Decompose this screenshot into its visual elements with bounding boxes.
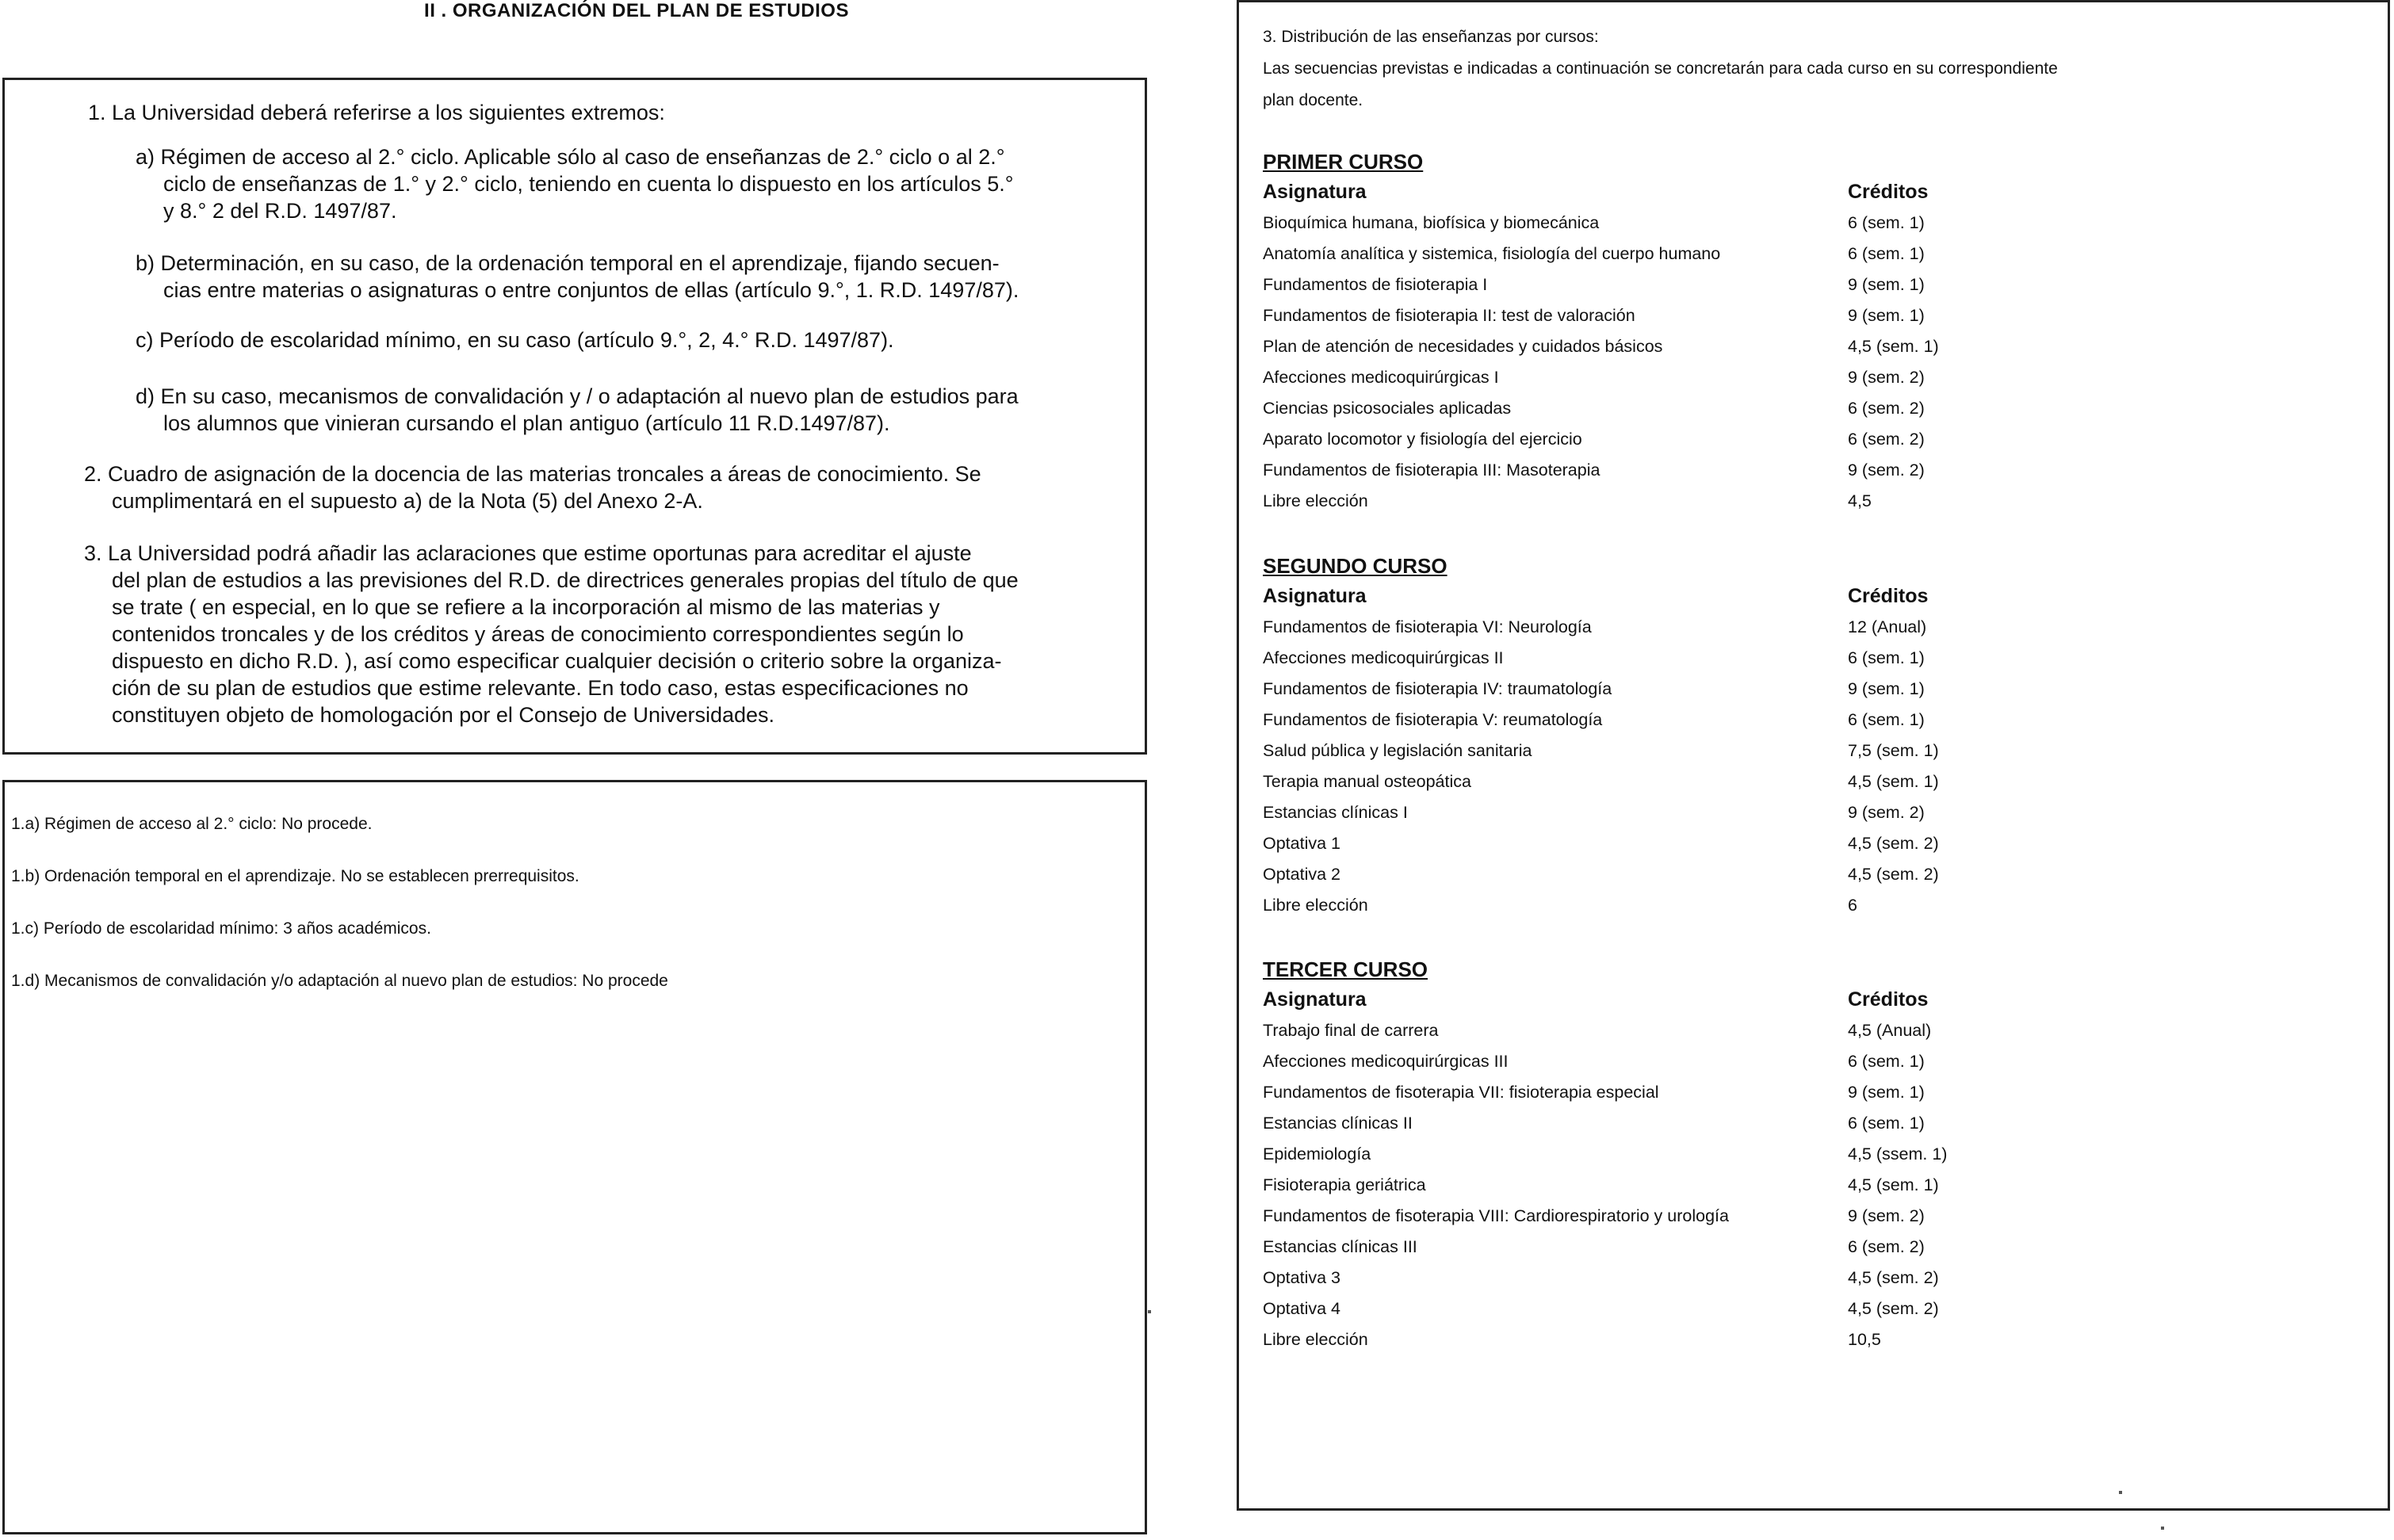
answer-1a: 1.a) Régimen de acceso al 2.° ciclo: No procede. xyxy=(11,815,373,833)
header-credits: Créditos xyxy=(1848,181,1929,203)
table-row xyxy=(1263,797,2056,828)
subject-name: Bioquímica humana, biofísica y biomecánica xyxy=(1263,213,1600,232)
subject-name: Afecciones medicoquirúrgicas I xyxy=(1263,368,1499,387)
credits-value: 6 (sem. 1) xyxy=(1848,710,1925,729)
credits-value: 4,5 (sem. 2) xyxy=(1848,865,1939,884)
answer-1d: 1.d) Mecanismos de convalidación y/o adaptación al nuevo plan de estudios: No procede xyxy=(11,972,668,990)
subject-name: Plan de atención de necesidades y cuidados básicos xyxy=(1263,337,1663,356)
table-row xyxy=(1263,1294,2056,1324)
table-row xyxy=(1263,1263,2056,1294)
subject-name: Fundamentos de fisioterapia VI: Neurología xyxy=(1263,617,1592,636)
credits-value: 6 xyxy=(1848,896,1857,915)
table-row xyxy=(1263,1170,2056,1201)
subject-name: Fundamentos de fisioterapia IV: traumatología xyxy=(1263,679,1612,698)
subject-name: Fisioterapia geriátrica xyxy=(1263,1175,1426,1194)
table-row xyxy=(1263,424,2056,455)
credits-value: 6 (sem. 1) xyxy=(1848,1052,1925,1071)
item-3-line-6: ción de su plan de estudios que estime relevante. En todo caso, estas especificaciones no xyxy=(112,676,969,700)
item-3-line-5: dispuesto en dicho R.D. ), así como especificar cualquier decisión o criterio sobre la organiza- xyxy=(112,649,1002,673)
credits-value: 10,5 xyxy=(1848,1330,1881,1349)
credits-value: 4,5 xyxy=(1848,491,1872,510)
item-3 xyxy=(84,540,1130,728)
header-subject: Asignatura xyxy=(1263,585,1367,607)
instructions-box xyxy=(2,78,1147,755)
subject-name: Afecciones medicoquirúrgicas II xyxy=(1263,648,1504,667)
sub-a-line-2: ciclo de enseñanzas de 1.° y 2.° ciclo, teniendo en cuenta lo dispuesto en los artículos 5.° xyxy=(163,172,1014,196)
subject-name: Fundamentos de fisoterapia VIII: Cardiorespiratorio y urología xyxy=(1263,1206,1729,1225)
table-row xyxy=(1263,766,2056,797)
subject-name: Afecciones medicoquirúrgicas III xyxy=(1263,1052,1509,1071)
subject-name: Fundamentos de fisioterapia III: Masoterapia xyxy=(1263,460,1600,480)
table-row xyxy=(1263,362,2056,393)
sub-item-b xyxy=(136,250,1019,304)
table-row xyxy=(1263,828,2056,859)
subject-name: Anatomía analítica y sistemica, fisiología del cuerpo humano xyxy=(1263,244,1721,263)
subject-name: Optativa 2 xyxy=(1263,865,1340,884)
table-row xyxy=(1263,1324,2056,1355)
course-title: PRIMER CURSO xyxy=(1263,150,1424,174)
credits-value: 4,5 (Anual) xyxy=(1848,1021,1932,1040)
table-row xyxy=(1263,269,2056,300)
sub-a-line-1: a) Régimen de acceso al 2.° ciclo. Aplicable sólo al caso de enseñanzas de 2.° ciclo o al 2.° xyxy=(136,145,1005,169)
table-row xyxy=(1263,455,2056,486)
subject-name: Libre elección xyxy=(1263,1330,1368,1349)
table-row xyxy=(1263,1201,2056,1232)
table-row xyxy=(1263,331,2056,362)
table-row xyxy=(1263,890,2056,921)
subject-name: Optativa 3 xyxy=(1263,1268,1340,1287)
subject-name: Libre elección xyxy=(1263,896,1368,915)
credits-value: 6 (sem. 2) xyxy=(1848,430,1925,449)
credits-value: 7,5 (sem. 1) xyxy=(1848,741,1939,760)
item-1: 1. La Universidad deberá referirse a los siguientes extremos: xyxy=(88,101,665,124)
item-3-line-4: contenidos troncales y de los créditos y áreas de conocimiento correspondientes según lo xyxy=(112,622,964,646)
subject-name: Terapia manual osteopática xyxy=(1263,772,1471,791)
course-section-3 xyxy=(1263,954,2056,1355)
intro-line-3: plan docente. xyxy=(1263,91,1363,109)
credits-value: 9 (sem. 2) xyxy=(1848,1206,1925,1225)
credits-value: 6 (sem. 1) xyxy=(1848,213,1925,232)
table-row xyxy=(1263,1108,2056,1139)
item-3-line-1: 3. La Universidad podrá añadir las aclaraciones que estime oportunas para acreditar el ajuste xyxy=(84,541,972,565)
scan-speck xyxy=(1148,1310,1151,1313)
table-row xyxy=(1263,1232,2056,1263)
credits-value: 4,5 (sem. 1) xyxy=(1848,772,1939,791)
course-section-2 xyxy=(1263,551,2056,921)
sub-item-c xyxy=(136,327,894,353)
credits-value: 4,5 (ssem. 1) xyxy=(1848,1144,1948,1164)
intro-line-1: 3. Distribución de las enseñanzas por cursos: xyxy=(1263,28,1599,46)
table-row xyxy=(1263,239,2056,269)
header-subject: Asignatura xyxy=(1263,181,1367,203)
sub-b-line-2: cias entre materias o asignaturas o entre conjuntos de ellas (artículo 9.°, 1. R.D. 1497/87). xyxy=(163,278,1019,302)
credits-value: 4,5 (sem. 2) xyxy=(1848,1299,1939,1318)
sub-d-line-2: los alumnos que vinieran cursando el plan antiguo (artículo 11 R.D.1497/87). xyxy=(163,411,890,435)
credits-value: 9 (sem. 2) xyxy=(1848,368,1925,387)
sub-d-line-1: d) En su caso, mecanismos de convalidación y / o adaptación al nuevo plan de estudios para xyxy=(136,384,1019,408)
item-3-line-3: se trate ( en especial, en lo que se refiere a la incorporación al mismo de las materias y xyxy=(112,595,940,619)
credits-value: 6 (sem. 1) xyxy=(1848,1114,1925,1133)
sub-a-line-3: y 8.° 2 del R.D. 1497/87. xyxy=(163,199,397,223)
credits-value: 4,5 (sem. 2) xyxy=(1848,834,1939,853)
item-3-line-2: del plan de estudios a las previsiones del R.D. de directrices generales propias del título de que xyxy=(112,568,1019,592)
table-row xyxy=(1263,393,2056,424)
table-row xyxy=(1263,1077,2056,1108)
subject-name: Estancias clínicas I xyxy=(1263,803,1408,822)
subject-name: Estancias clínicas III xyxy=(1263,1237,1417,1256)
scan-speck xyxy=(2161,1527,2164,1530)
subject-name: Optativa 4 xyxy=(1263,1299,1340,1318)
subject-name: Fundamentos de fisoterapia VII: fisioterapia especial xyxy=(1263,1083,1659,1102)
table-row xyxy=(1263,1046,2056,1077)
course-title: TERCER CURSO xyxy=(1263,957,1428,981)
subject-name: Libre elección xyxy=(1263,491,1368,510)
table-header xyxy=(1263,177,2056,208)
credits-value: 9 (sem. 1) xyxy=(1848,679,1925,698)
sub-item-a xyxy=(136,143,1014,224)
table-header xyxy=(1263,984,2056,1015)
answer-1c: 1.c) Período de escolaridad mínimo: 3 años académicos. xyxy=(11,919,431,938)
header-credits: Créditos xyxy=(1848,585,1929,607)
course-section-1 xyxy=(1263,147,2056,517)
table-row xyxy=(1263,208,2056,239)
table-row xyxy=(1263,705,2056,736)
table-row xyxy=(1263,736,2056,766)
sub-c-line-1: c) Período de escolaridad mínimo, en su caso (artículo 9.°, 2, 4.° R.D. 1497/87). xyxy=(136,328,894,352)
table-row xyxy=(1263,1015,2056,1046)
table-row xyxy=(1263,486,2056,517)
scan-speck xyxy=(2119,1491,2122,1494)
table-header xyxy=(1263,581,2056,612)
credits-value: 9 (sem. 1) xyxy=(1848,306,1925,325)
item-2 xyxy=(84,460,981,514)
table-row xyxy=(1263,643,2056,674)
sub-item-d xyxy=(136,383,1019,437)
credits-value: 6 (sem. 1) xyxy=(1848,648,1925,667)
table-row xyxy=(1263,612,2056,643)
distribution-intro xyxy=(1263,21,2357,117)
subject-name: Fundamentos de fisioterapia V: reumatología xyxy=(1263,710,1603,729)
item-2-line-2: cumplimentará en el supuesto a) de la Nota (5) del Anexo 2-A. xyxy=(112,489,703,513)
distribution-box xyxy=(1237,0,2390,1511)
credits-value: 4,5 (sem. 1) xyxy=(1848,1175,1939,1194)
subject-name: Fundamentos de fisioterapia I xyxy=(1263,275,1488,294)
item-2-line-1: 2. Cuadro de asignación de la docencia de las materias troncales a áreas de conocimiento. Se xyxy=(84,462,981,486)
subject-name: Estancias clínicas II xyxy=(1263,1114,1413,1133)
table-row xyxy=(1263,674,2056,705)
subject-name: Ciencias psicosociales aplicadas xyxy=(1263,399,1512,418)
subject-name: Aparato locomotor y fisiología del ejercicio xyxy=(1263,430,1582,449)
table-row xyxy=(1263,300,2056,331)
header-subject: Asignatura xyxy=(1263,988,1367,1011)
credits-value: 4,5 (sem. 2) xyxy=(1848,1268,1939,1287)
subject-name: Fundamentos de fisioterapia II: test de valoración xyxy=(1263,306,1635,325)
page-title: II . ORGANIZACIÓN DEL PLAN DE ESTUDIOS xyxy=(424,0,849,21)
credits-value: 9 (sem. 1) xyxy=(1848,275,1925,294)
subject-name: Salud pública y legislación sanitaria xyxy=(1263,741,1532,760)
header-credits: Créditos xyxy=(1848,988,1929,1011)
credits-value: 9 (sem. 2) xyxy=(1848,803,1925,822)
sub-b-line-1: b) Determinación, en su caso, de la ordenación temporal en el aprendizaje, fijando secuen- xyxy=(136,251,1000,275)
answer-1b: 1.b) Ordenación temporal en el aprendizaje. No se establecen prerrequisitos. xyxy=(11,867,579,885)
subject-name: Trabajo final de carrera xyxy=(1263,1021,1439,1040)
credits-value: 6 (sem. 2) xyxy=(1848,1237,1925,1256)
credits-value: 6 (sem. 2) xyxy=(1848,399,1925,418)
table-row xyxy=(1263,859,2056,890)
intro-line-2: Las secuencias previstas e indicadas a continuación se concretarán para cada curso en su correspondiente xyxy=(1263,59,2058,78)
credits-value: 9 (sem. 2) xyxy=(1848,460,1925,480)
course-title: SEGUNDO CURSO xyxy=(1263,554,1447,578)
credits-value: 12 (Anual) xyxy=(1848,617,1927,636)
credits-value: 6 (sem. 1) xyxy=(1848,244,1925,263)
item-3-line-7: constituyen objeto de homologación por el Consejo de Universidades. xyxy=(112,703,775,727)
subject-name: Optativa 1 xyxy=(1263,834,1340,853)
answers-box xyxy=(2,780,1147,1534)
table-row xyxy=(1263,1139,2056,1170)
credits-value: 4,5 (sem. 1) xyxy=(1848,337,1939,356)
subject-name: Epidemiología xyxy=(1263,1144,1371,1164)
credits-value: 9 (sem. 1) xyxy=(1848,1083,1925,1102)
